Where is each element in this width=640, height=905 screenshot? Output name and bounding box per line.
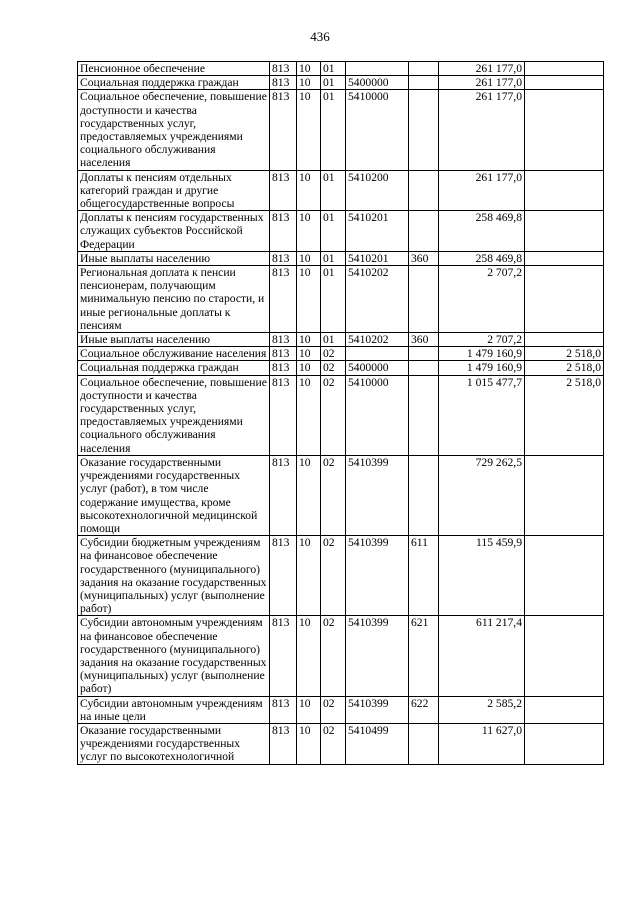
cell-csr: 5410202 xyxy=(346,333,409,347)
cell-csr: 5400000 xyxy=(346,76,409,90)
cell-rz: 10 xyxy=(297,266,321,333)
cell-vr xyxy=(409,170,439,211)
cell-pr: 01 xyxy=(321,251,346,265)
cell-sum: 261 177,0 xyxy=(439,170,525,211)
cell-rz: 10 xyxy=(297,616,321,696)
cell-vr xyxy=(409,90,439,170)
table-row xyxy=(78,62,604,76)
cell-pr: 01 xyxy=(321,170,346,211)
cell-sub xyxy=(525,455,604,535)
cell-ved: 813 xyxy=(270,536,297,616)
cell-pr: 01 xyxy=(321,90,346,170)
cell-rz: 10 xyxy=(297,251,321,265)
table-row xyxy=(78,455,604,535)
cell-csr: 5410000 xyxy=(346,90,409,170)
cell-name: Доплаты к пенсиям государственных служащих субъектов Российской Федерации xyxy=(78,211,270,252)
cell-vr: 360 xyxy=(409,333,439,347)
cell-vr: 611 xyxy=(409,536,439,616)
cell-sub xyxy=(525,62,604,76)
cell-ved: 813 xyxy=(270,375,297,455)
cell-pr: 02 xyxy=(321,455,346,535)
cell-rz: 10 xyxy=(297,361,321,375)
cell-pr: 01 xyxy=(321,266,346,333)
cell-ved: 813 xyxy=(270,455,297,535)
cell-csr: 5410499 xyxy=(346,723,409,764)
cell-sub xyxy=(525,251,604,265)
cell-sum: 729 262,5 xyxy=(439,455,525,535)
cell-csr: 5410399 xyxy=(346,616,409,696)
cell-name: Пенсионное обеспечение xyxy=(78,62,270,76)
cell-pr: 02 xyxy=(321,696,346,723)
cell-pr: 02 xyxy=(321,616,346,696)
cell-csr: 5410000 xyxy=(346,375,409,455)
cell-sum: 11 627,0 xyxy=(439,723,525,764)
cell-name: Субсидии бюджетным учреждениям на финансовое обеспечение государственного (муниципального) задания на оказание государственных (муниципальных) услуг (выполнение работ) xyxy=(78,536,270,616)
cell-name: Иные выплаты населению xyxy=(78,251,270,265)
cell-csr: 5400000 xyxy=(346,361,409,375)
table-row xyxy=(78,536,604,616)
cell-ved: 813 xyxy=(270,251,297,265)
cell-name: Социальная поддержка граждан xyxy=(78,361,270,375)
cell-sub xyxy=(525,90,604,170)
cell-vr xyxy=(409,76,439,90)
cell-rz: 10 xyxy=(297,333,321,347)
cell-vr xyxy=(409,723,439,764)
cell-ved: 813 xyxy=(270,616,297,696)
cell-csr: 5410202 xyxy=(346,266,409,333)
cell-sum: 258 469,8 xyxy=(439,211,525,252)
cell-sub xyxy=(525,266,604,333)
cell-ved: 813 xyxy=(270,266,297,333)
cell-ved: 813 xyxy=(270,62,297,76)
cell-ved: 813 xyxy=(270,90,297,170)
cell-sub: 2 518,0 xyxy=(525,361,604,375)
cell-rz: 10 xyxy=(297,536,321,616)
cell-sum: 1 479 160,9 xyxy=(439,347,525,361)
cell-sum: 2 585,2 xyxy=(439,696,525,723)
table-row xyxy=(78,616,604,696)
cell-vr: 622 xyxy=(409,696,439,723)
cell-sub xyxy=(525,170,604,211)
table-row xyxy=(78,375,604,455)
cell-name: Социальное обеспечение, повышение доступности и качества государственных услуг, предоставляемых учреждениями социального обслуживания населения xyxy=(78,375,270,455)
table-row xyxy=(78,266,604,333)
cell-ved: 813 xyxy=(270,361,297,375)
cell-sub xyxy=(525,536,604,616)
cell-vr xyxy=(409,455,439,535)
table-row xyxy=(78,333,604,347)
cell-rz: 10 xyxy=(297,723,321,764)
cell-csr: 5410399 xyxy=(346,536,409,616)
cell-vr: 360 xyxy=(409,251,439,265)
cell-sub xyxy=(525,616,604,696)
cell-pr: 01 xyxy=(321,62,346,76)
cell-pr: 02 xyxy=(321,361,346,375)
cell-sub xyxy=(525,76,604,90)
cell-ved: 813 xyxy=(270,696,297,723)
cell-sub: 2 518,0 xyxy=(525,375,604,455)
cell-name: Субсидии автономным учреждениям на финансовое обеспечение государственного (муниципального) задания на оказание государственных (муниципальных) услуг (выполнение работ) xyxy=(78,616,270,696)
cell-rz: 10 xyxy=(297,211,321,252)
cell-csr: 5410399 xyxy=(346,696,409,723)
cell-sum: 2 707,2 xyxy=(439,333,525,347)
cell-sub xyxy=(525,333,604,347)
cell-name: Доплаты к пенсиям отдельных категорий граждан и другие общегосударственные вопросы xyxy=(78,170,270,211)
page-number: 436 xyxy=(310,29,330,44)
cell-sub xyxy=(525,696,604,723)
cell-pr: 02 xyxy=(321,536,346,616)
table-row xyxy=(78,211,604,252)
cell-pr: 02 xyxy=(321,375,346,455)
cell-sum: 258 469,8 xyxy=(439,251,525,265)
cell-sub xyxy=(525,723,604,764)
table-row xyxy=(78,723,604,764)
cell-csr xyxy=(346,347,409,361)
cell-ved: 813 xyxy=(270,333,297,347)
cell-rz: 10 xyxy=(297,90,321,170)
cell-sum: 261 177,0 xyxy=(439,76,525,90)
table-row xyxy=(78,90,604,170)
cell-sum: 1 015 477,7 xyxy=(439,375,525,455)
cell-pr: 02 xyxy=(321,347,346,361)
table-row xyxy=(78,76,604,90)
table-row xyxy=(78,696,604,723)
cell-vr xyxy=(409,211,439,252)
cell-vr xyxy=(409,266,439,333)
cell-sum: 1 479 160,9 xyxy=(439,361,525,375)
cell-csr: 5410201 xyxy=(346,251,409,265)
cell-pr: 02 xyxy=(321,723,346,764)
cell-pr: 01 xyxy=(321,76,346,90)
cell-csr: 5410399 xyxy=(346,455,409,535)
cell-ved: 813 xyxy=(270,170,297,211)
cell-name: Оказание государственными учреждениями государственных услуг по высокотехнологичной xyxy=(78,723,270,764)
cell-ved: 813 xyxy=(270,76,297,90)
cell-ved: 813 xyxy=(270,723,297,764)
cell-sum: 261 177,0 xyxy=(439,62,525,76)
cell-ved: 813 xyxy=(270,211,297,252)
cell-rz: 10 xyxy=(297,696,321,723)
cell-vr xyxy=(409,375,439,455)
cell-csr: 5410200 xyxy=(346,170,409,211)
table-row xyxy=(78,347,604,361)
cell-sum: 115 459,9 xyxy=(439,536,525,616)
table-body xyxy=(78,62,604,765)
cell-sub: 2 518,0 xyxy=(525,347,604,361)
cell-pr: 01 xyxy=(321,211,346,252)
cell-rz: 10 xyxy=(297,76,321,90)
cell-vr xyxy=(409,347,439,361)
cell-ved: 813 xyxy=(270,347,297,361)
cell-name: Иные выплаты населению xyxy=(78,333,270,347)
cell-pr: 01 xyxy=(321,333,346,347)
cell-vr: 621 xyxy=(409,616,439,696)
table-row xyxy=(78,170,604,211)
cell-name: Оказание государственными учреждениями государственных услуг (работ), в том числе содержание имущества, кроме высокотехнологичной медицинской помощи xyxy=(78,455,270,535)
cell-rz: 10 xyxy=(297,62,321,76)
cell-name: Социальное обслуживание населения xyxy=(78,347,270,361)
cell-rz: 10 xyxy=(297,455,321,535)
cell-csr: 5410201 xyxy=(346,211,409,252)
cell-name: Социальная поддержка граждан xyxy=(78,76,270,90)
cell-vr xyxy=(409,361,439,375)
cell-name: Социальное обеспечение, повышение доступности и качества государственных услуг, предоставляемых учреждениями социального обслуживания населения xyxy=(78,90,270,170)
cell-sub xyxy=(525,211,604,252)
cell-rz: 10 xyxy=(297,170,321,211)
cell-name: Региональная доплата к пенсии пенсионерам, получающим минимальную пенсию по старости, и иные региональные доплаты к пенсиям xyxy=(78,266,270,333)
table-row xyxy=(78,361,604,375)
cell-name: Субсидии автономным учреждениям на иные цели xyxy=(78,696,270,723)
cell-sum: 611 217,4 xyxy=(439,616,525,696)
cell-csr xyxy=(346,62,409,76)
table-row xyxy=(78,251,604,265)
cell-rz: 10 xyxy=(297,347,321,361)
budget-table xyxy=(77,61,604,765)
cell-sum: 261 177,0 xyxy=(439,90,525,170)
cell-rz: 10 xyxy=(297,375,321,455)
cell-sum: 2 707,2 xyxy=(439,266,525,333)
cell-vr xyxy=(409,62,439,76)
